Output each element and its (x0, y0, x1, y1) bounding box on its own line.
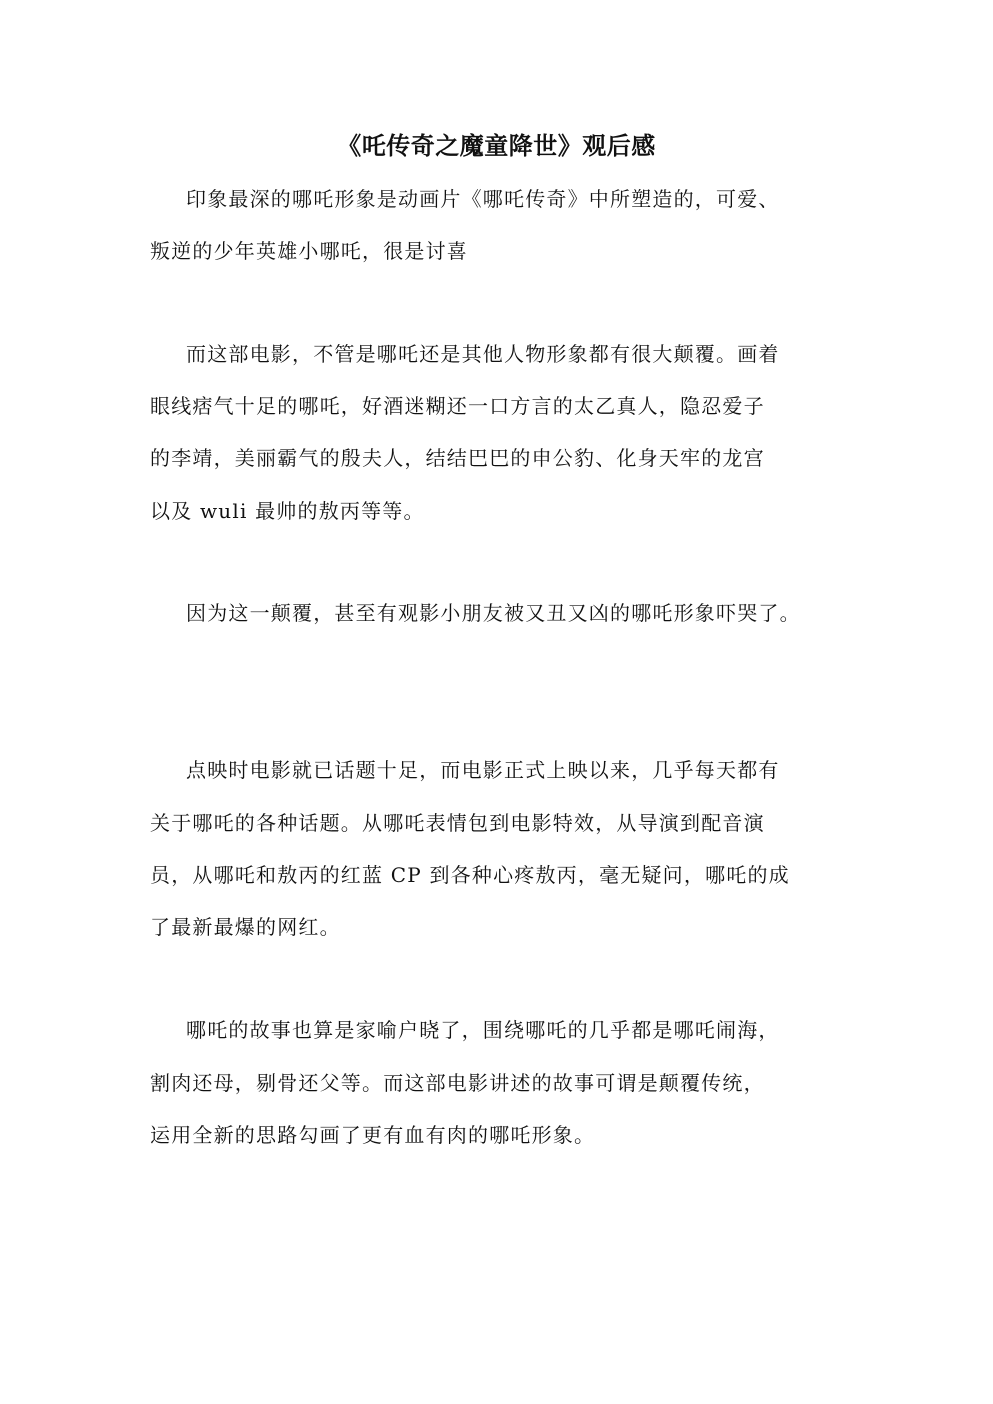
paragraph-line: 哪吒的故事也算是家喻户晓了，围绕哪吒的几乎都是哪吒闹海， (186, 1018, 780, 1042)
paragraph-line: 点映时电影就已话题十足，而电影正式上映以来，几乎每天都有 (186, 758, 780, 782)
paragraph-line: 割肉还母，剔骨还父等。而这部电影讲述的故事可谓是颠覆传统， (150, 1071, 765, 1095)
paragraph-line: 而这部电影，不管是哪吒还是其他人物形象都有很大颠覆。画着 (186, 342, 780, 366)
paragraph-line: 印象最深的哪吒形象是动画片《哪吒传奇》中所塑造的，可爱、 (186, 187, 780, 211)
document-title: 《吒传奇之魔童降世》观后感 (337, 131, 656, 160)
paragraph-line: 因为这一颠覆，甚至有观影小朋友被又丑又凶的哪吒形象吓哭了。 (186, 601, 801, 625)
paragraph-line: 叛逆的少年英雄小哪吒，很是讨喜 (150, 239, 468, 263)
paragraph-line: 了最新最爆的网红。 (150, 915, 341, 939)
paragraph-line: 员，从哪吒和敖丙的红蓝 CP 到各种心疼敖丙，毫无疑问，哪吒的成 (150, 863, 790, 887)
paragraph-line: 的李靖，美丽霸气的殷夫人，结结巴巴的申公豹、化身天牢的龙宫 (150, 446, 765, 470)
paragraph-line: 眼线痞气十足的哪吒，好酒迷糊还一口方言的太乙真人，隐忍爱子 (150, 394, 765, 418)
paragraph-line: 以及 wuli 最帅的敖丙等等。 (150, 499, 425, 523)
paragraph-line: 关于哪吒的各种话题。从哪吒表情包到电影特效，从导演到配音演 (150, 811, 765, 835)
paragraph-line: 运用全新的思路勾画了更有血有肉的哪吒形象。 (150, 1123, 596, 1147)
